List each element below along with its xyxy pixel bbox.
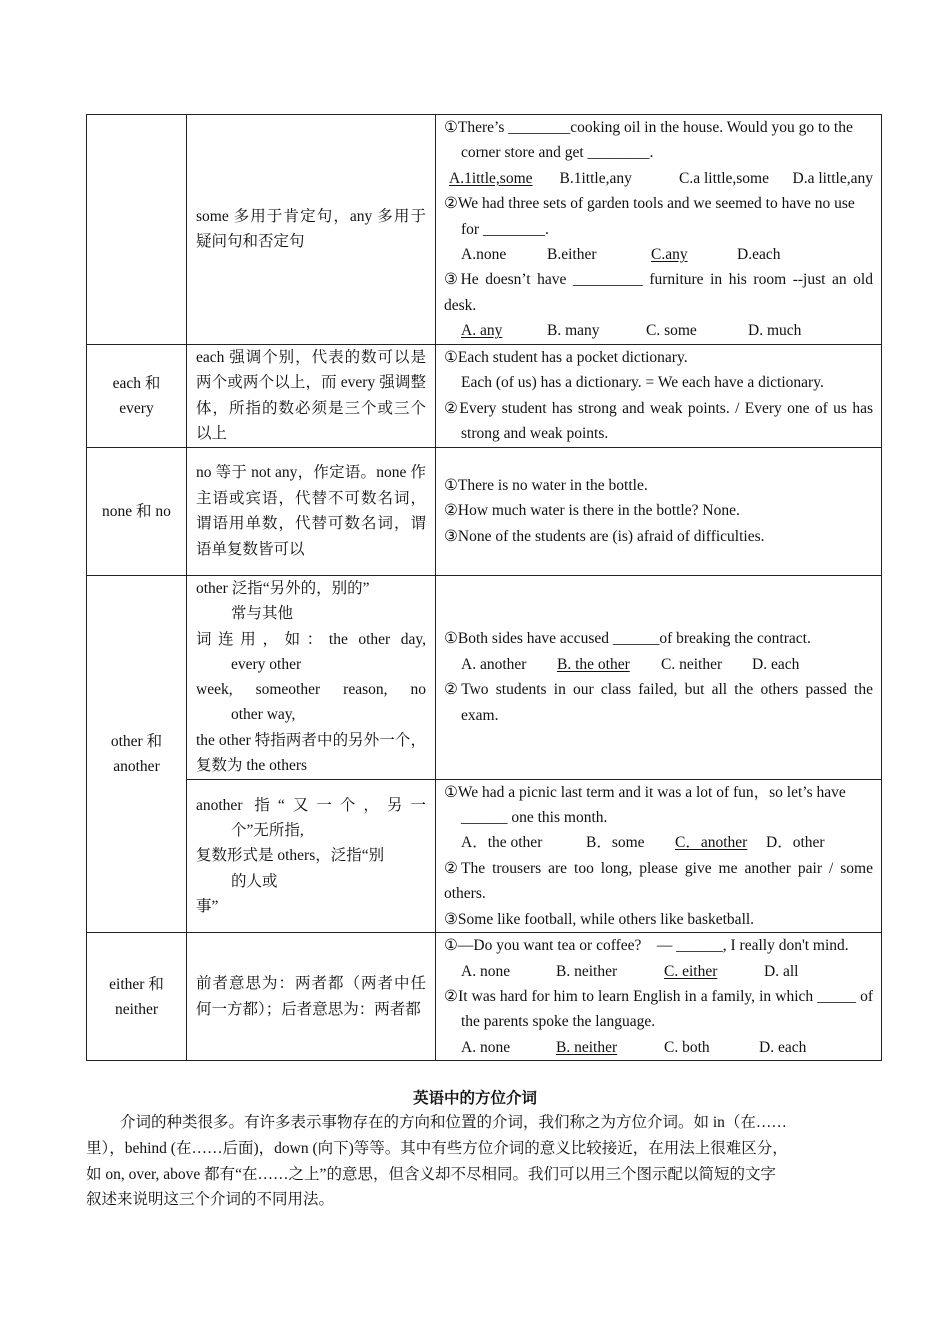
rule-cell: 前者意思为：两者都（两者中任何一方都）；后者意思为：两者都 bbox=[187, 933, 436, 1061]
example-cell: ①There’s ________cooking oil in the house. Would you go to the corner store and get ________. A.1ittle,some B.1ittle,any C.a little,some D.a little,any ②We had three sets of garden tools and we seemed to have no use for ________. A.none B.either C.any D.each ③He doesn’t have _________ furniture in his room --just an old desk. A. any B. many C. some D. much bbox=[436, 115, 882, 345]
example-cell: ①—Do you want tea or coffee? — ______, I really don't mind. A. none B. neither C. either D. all ②It was hard for him to learn English in a family, in which _____ of the parents spoke the language. A. none B. neither C. both D. each bbox=[436, 933, 882, 1061]
example-cell: ①We had a picnic last term and it was a lot of fun，so let’s have ______ one this month. A．the other B．some C．another D．other ②The trousers are too long, please give me another pair / some others. ③Some like football, while others like basketball. bbox=[436, 779, 882, 932]
table-row bbox=[87, 115, 882, 345]
table-row bbox=[87, 344, 882, 447]
example-cell: ①Each student has a pocket dictionary. Each (of us) has a dictionary. = We each have a dictionary. ②Every student has strong and weak points. / Every one of us has strong and weak points. bbox=[436, 344, 882, 447]
rule-cell: other 泛指“另外的，别的” 常与其他 词连用，如：the other day, every other week, someother reason, no other way, the other 特指两者中的另外一个，复数为 the others bbox=[187, 575, 436, 779]
rule-cell: each 强调个别，代表的数可以是两个或两个以上，而 every 强调整体，所指的数必须是三个或三个以上 bbox=[187, 344, 436, 447]
row-label: none 和 no bbox=[87, 447, 187, 575]
rule-cell: no 等于 not any，作定语。none 作主语或宾语，代替不可数名词，谓语用单数，代替可数名词，谓语单复数皆可以 bbox=[187, 447, 436, 575]
table-row bbox=[87, 575, 882, 779]
row-label bbox=[87, 115, 187, 345]
table-row bbox=[87, 447, 882, 575]
rule-cell: some 多用于肯定句，any 多用于疑问句和否定句 bbox=[187, 115, 436, 345]
section-title: 英语中的方位介词 bbox=[412, 1090, 537, 1107]
table-row bbox=[87, 779, 882, 932]
example-cell: ①Both sides have accused ______of breaking the contract. A. another B. the other C. neither D. each ②Two students in our class failed, but all the others passed the exam. bbox=[436, 575, 882, 779]
body-paragraph: 介词的种类很多。有许多表示事物存在的方向和位置的介词，我们称之为方位介词。如 in（在…… 里），behind (在……后面)，down (向下)等等。其中有些方位介词的意义比较接近，在用法上很难区分， 如 on, over, above 都有“在……之上”的意思，但含义却不尽相同。我们可以用三个图示配以简短的文字 叙述来说明这三个介词的不同用法。 bbox=[86, 1114, 788, 1209]
example-cell: ①There is no water in the bottle. ②How much water is there in the bottle? None. ③None of the students are (is) afraid of difficulties. bbox=[436, 447, 882, 575]
rule-cell: another 指“又一个，另一 个”无所指, 复数形式是 others，泛指“别 的人或 事” bbox=[187, 779, 436, 932]
table-row bbox=[87, 933, 882, 1061]
row-label: either 和 neither bbox=[87, 933, 187, 1061]
grammar-table bbox=[86, 114, 882, 1061]
row-label: other 和 another bbox=[87, 575, 187, 932]
row-label: each 和 every bbox=[87, 344, 187, 447]
